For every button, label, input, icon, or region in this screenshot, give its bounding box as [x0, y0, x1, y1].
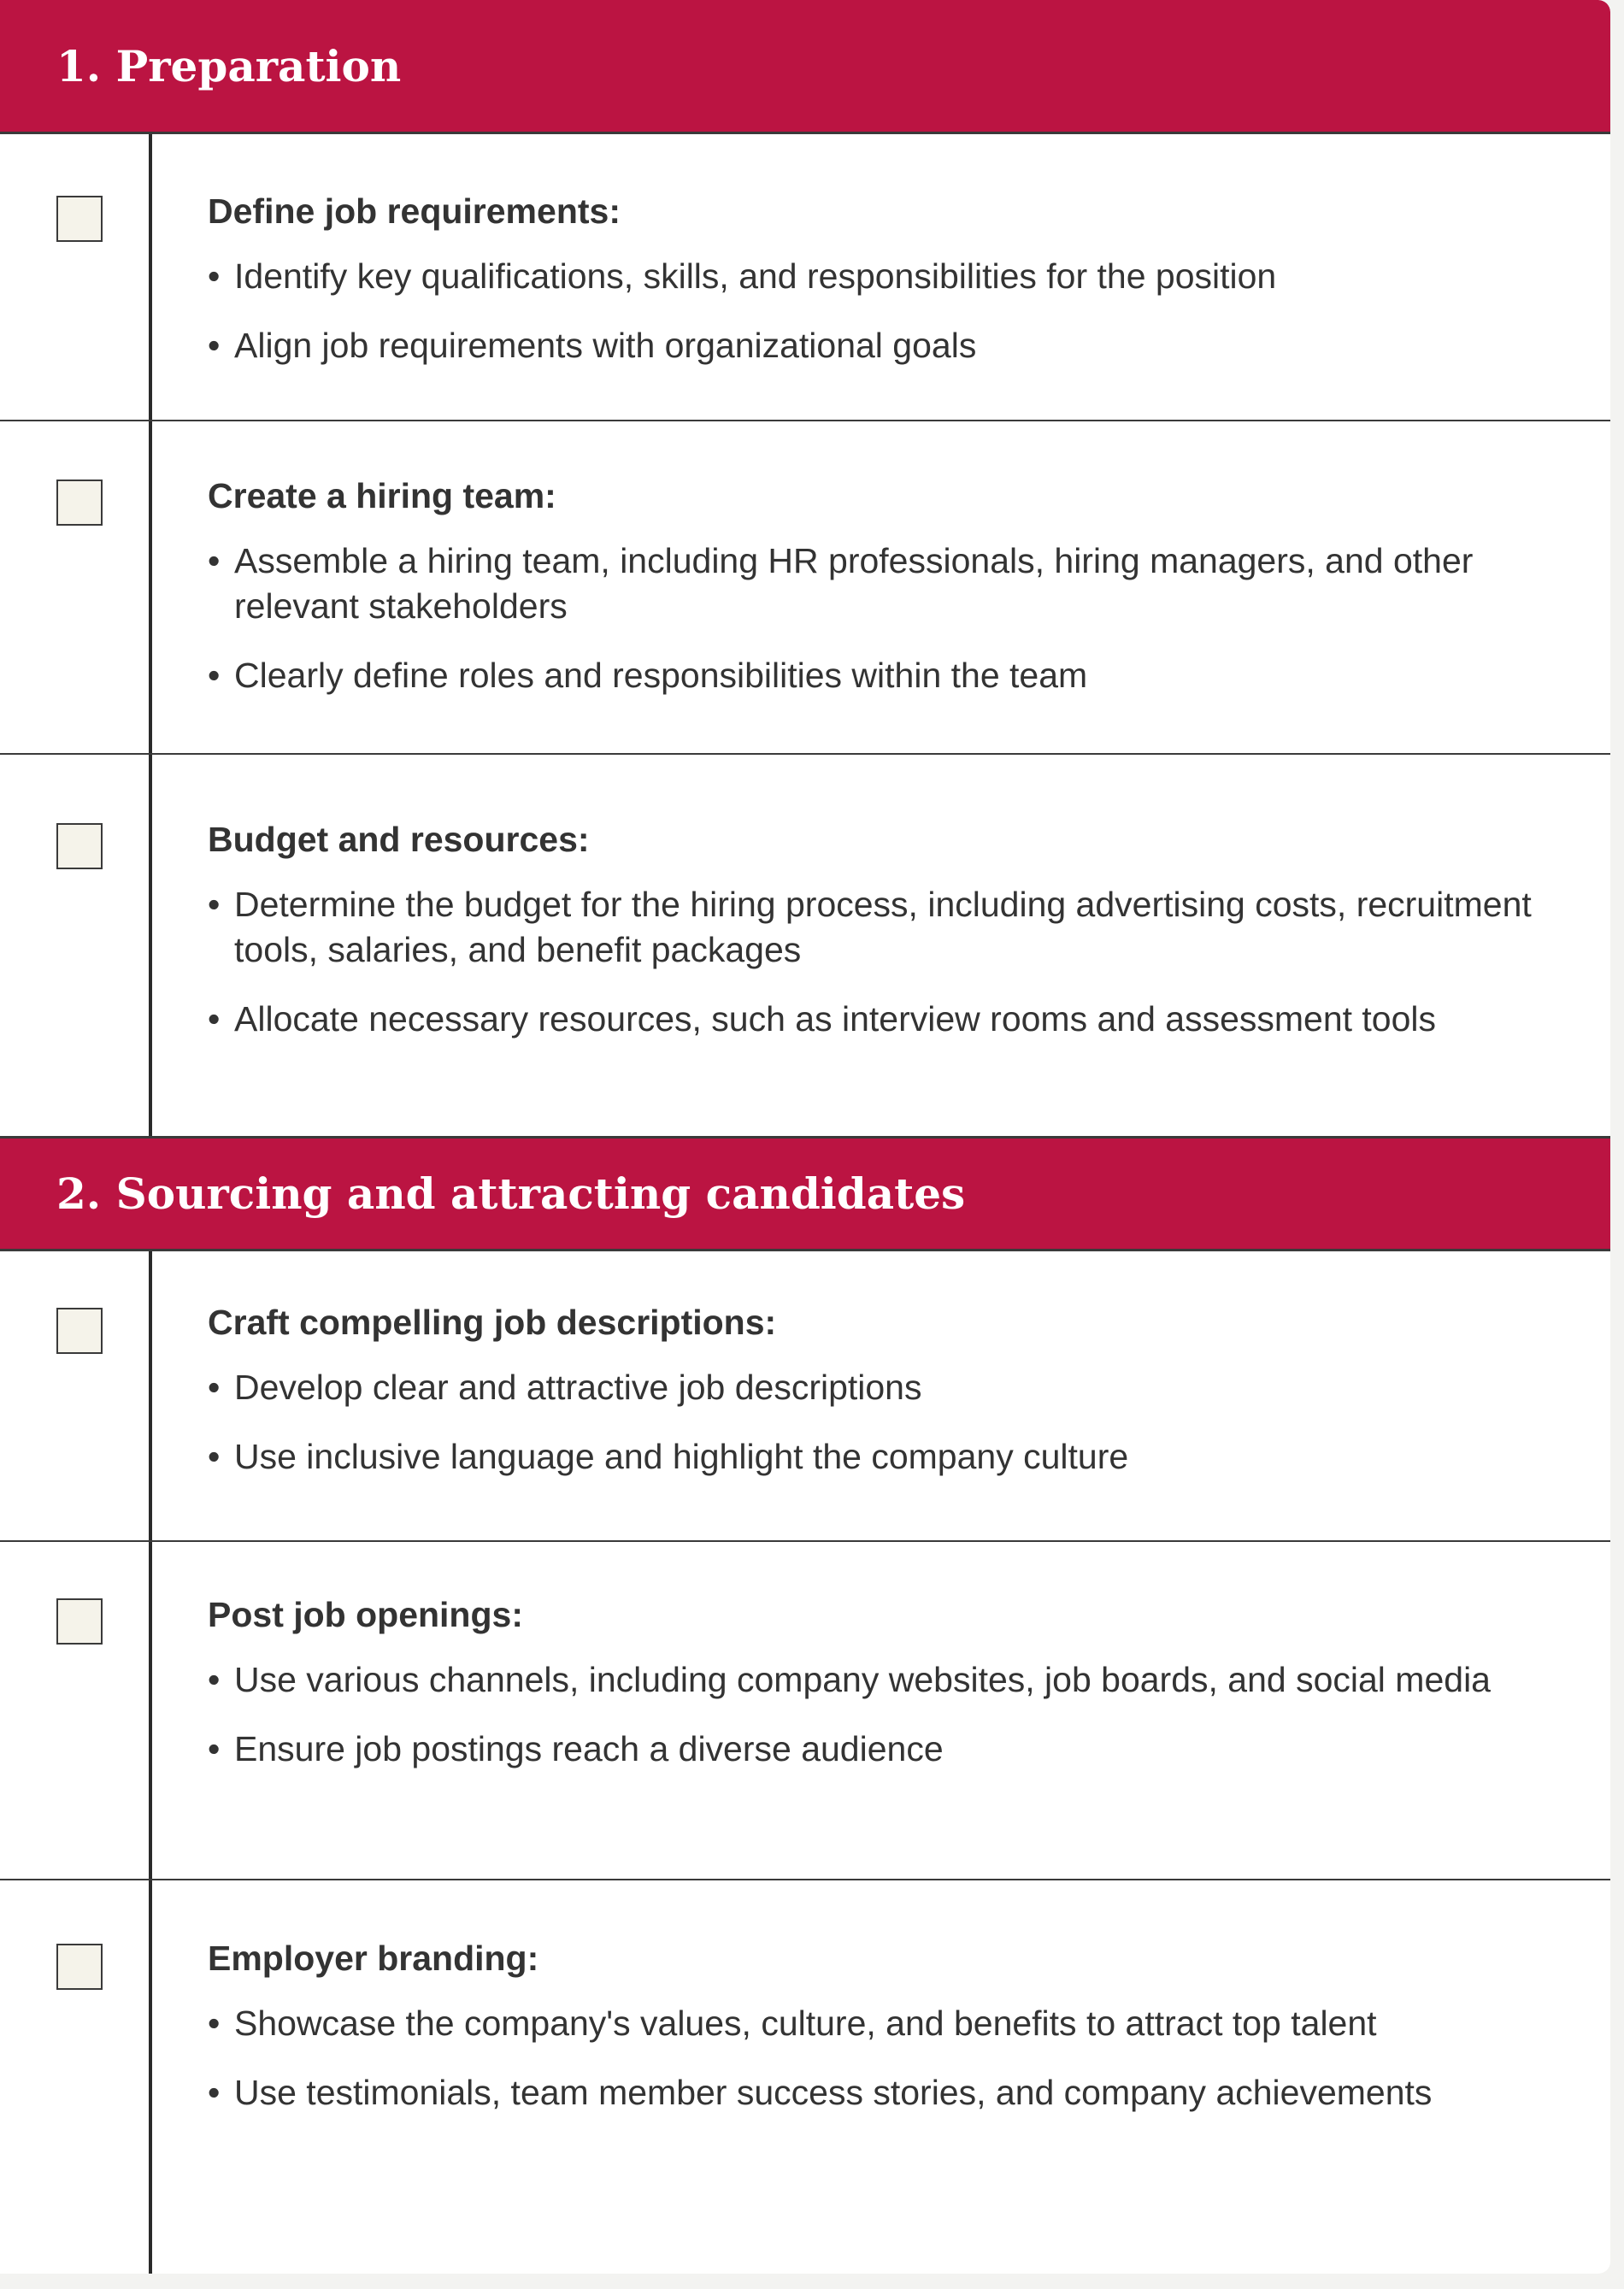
- section-title: 1. Preparation: [56, 40, 402, 91]
- checkbox-column: [0, 134, 152, 420]
- bullet-text: Use inclusive language and highlight the company culture: [234, 1437, 1129, 1476]
- bullet-dot: •: [208, 1660, 221, 1699]
- item-title: Post job openings:: [208, 1595, 523, 1634]
- checkbox-column: [0, 1542, 152, 1879]
- bullet-dot: •: [208, 1368, 221, 1407]
- bullet-item: [208, 323, 1542, 368]
- bullet-list: [208, 538, 1610, 698]
- bullet-text: Use testimonials, team member success stories, and company achievements: [234, 2073, 1433, 2112]
- checklist-row: [0, 1542, 1610, 1880]
- item-title: Craft compelling job descriptions:: [208, 1303, 777, 1342]
- bullet-item: [208, 997, 1542, 1042]
- bullet-item: [208, 653, 1542, 698]
- bullet-dot: •: [208, 541, 221, 580]
- item-content: [152, 1880, 1610, 2274]
- section-header-preparation: [0, 0, 1610, 134]
- checklist-row: [0, 1880, 1610, 2274]
- bullet-item: [208, 1657, 1542, 1703]
- bullet-text: Use various channels, including company websites, job boards, and social media: [234, 1660, 1491, 1699]
- bullet-item: [208, 254, 1542, 299]
- checklist-row: [0, 1251, 1610, 1542]
- bullet-text: Allocate necessary resources, such as interview rooms and assessment tools: [234, 999, 1437, 1039]
- section-header-sourcing: [0, 1136, 1610, 1251]
- bullet-dot: •: [208, 2073, 221, 2112]
- item-content: [152, 134, 1610, 420]
- checklist-row: [0, 134, 1610, 421]
- bullet-text: Ensure job postings reach a diverse audience: [234, 1729, 944, 1768]
- bullet-item: [208, 882, 1542, 973]
- checkbox-column: [0, 1880, 152, 2274]
- bullet-text: Develop clear and attractive job descriptions: [234, 1368, 922, 1407]
- empty-checkbox-icon[interactable]: [56, 196, 103, 242]
- bullet-item: [208, 1365, 1542, 1410]
- bullet-dot: •: [208, 2004, 221, 2043]
- empty-checkbox-icon[interactable]: [56, 1944, 103, 1990]
- item-content: [152, 421, 1610, 753]
- bullet-text: Assemble a hiring team, including HR professionals, hiring managers, and other relevant stakeholders: [234, 541, 1474, 626]
- bullet-item: [208, 1727, 1542, 1772]
- bullet-list: [208, 1657, 1610, 1772]
- bullet-list: [208, 254, 1610, 368]
- bullet-text: Align job requirements with organizational goals: [234, 326, 977, 365]
- item-title: Define job requirements:: [208, 191, 621, 231]
- bullet-list: [208, 882, 1610, 1042]
- section-title: 2. Sourcing and attracting candidates: [56, 1168, 966, 1219]
- checkbox-column: [0, 1251, 152, 1540]
- bullet-list: [208, 2001, 1610, 2115]
- bullet-dot: •: [208, 999, 221, 1039]
- checkbox-column: [0, 755, 152, 1136]
- item-content: [152, 1251, 1610, 1540]
- checklist-row: [0, 755, 1610, 1136]
- bullet-dot: •: [208, 256, 221, 296]
- bullet-dot: •: [208, 1437, 221, 1476]
- bullet-item: [208, 2001, 1542, 2046]
- bullet-text: Clearly define roles and responsibilities within the team: [234, 656, 1088, 695]
- bullet-item: [208, 538, 1542, 629]
- bullet-dot: •: [208, 326, 221, 365]
- checkbox-column: [0, 421, 152, 753]
- empty-checkbox-icon[interactable]: [56, 480, 103, 526]
- item-content: [152, 1542, 1610, 1879]
- checklist-row: [0, 421, 1610, 755]
- bullet-list: [208, 1365, 1610, 1480]
- item-title: Employer branding:: [208, 1939, 539, 1978]
- bullet-dot: •: [208, 656, 221, 695]
- bullet-dot: •: [208, 885, 221, 924]
- bullet-text: Identify key qualifications, skills, and responsibilities for the position: [234, 256, 1277, 296]
- item-title: Create a hiring team:: [208, 476, 556, 515]
- bullet-text: Showcase the company's values, culture, and benefits to attract top talent: [234, 2004, 1377, 2043]
- empty-checkbox-icon[interactable]: [56, 1598, 103, 1645]
- empty-checkbox-icon[interactable]: [56, 1308, 103, 1354]
- item-title: Budget and resources:: [208, 820, 590, 859]
- item-content: [152, 755, 1610, 1136]
- bullet-item: [208, 1434, 1542, 1480]
- bullet-text: Determine the budget for the hiring process, including advertising costs, recruitment tools, salaries, and benefit packages: [234, 885, 1532, 969]
- empty-checkbox-icon[interactable]: [56, 823, 103, 869]
- bullet-item: [208, 2070, 1542, 2115]
- bullet-dot: •: [208, 1729, 221, 1768]
